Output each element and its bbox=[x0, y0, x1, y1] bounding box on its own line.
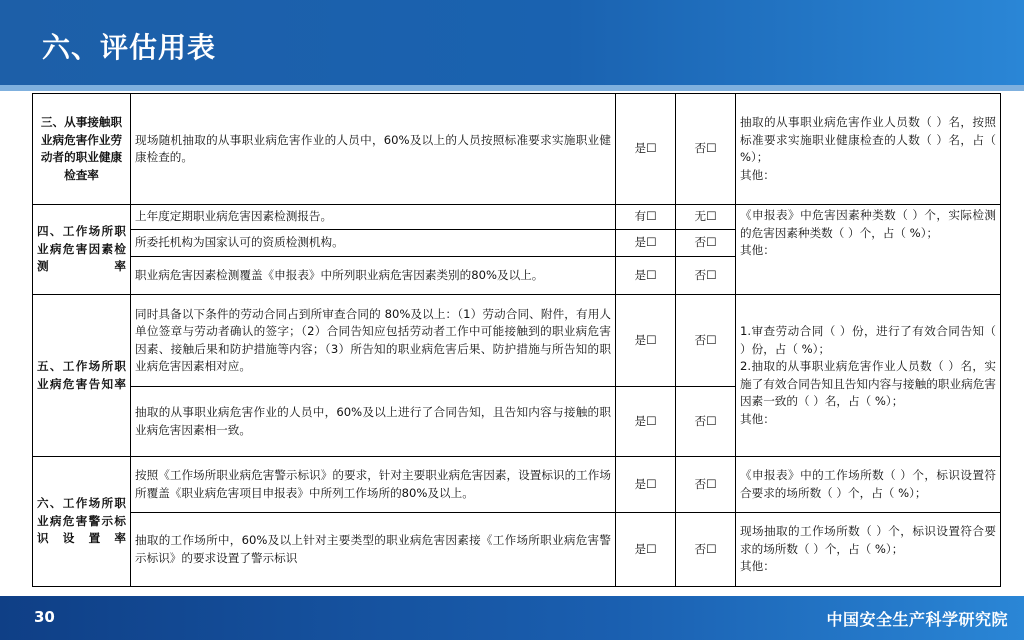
footer-bar bbox=[0, 596, 1024, 640]
no-checkbox[interactable]: 否☐ bbox=[676, 513, 736, 587]
table-row bbox=[33, 205, 1001, 230]
requirement-cell: 抽取的从事职业病危害作业的人员中，60%及以上进行了合同告知，且告知内容与接触的职业病危害因素相一致。 bbox=[131, 387, 616, 457]
category-cell: 四、工作场所职业病危害因素检测率 bbox=[33, 205, 131, 295]
note-cell: 1.审查劳动合同（ ）份，进行了有效合同告知（ ）份，占（ %）； 2.抽取的从事职业病危害作业人员数（ ）名，实施了有效合同告知且告知内容与接触的职业病危害因素一致的（ ）名，占（ %）； 其他： bbox=[736, 295, 1001, 457]
yes-checkbox[interactable]: 是☐ bbox=[616, 257, 676, 295]
requirement-cell: 同时具备以下条件的劳动合同占到所审查合同的 80%及以上：（1）劳动合同、附件，有用人单位签章与劳动者确认的签字；（2）合同告知应包括劳动者工作中可能接触到的职业病危害因素、接触后果和防护措施等内容；（3）所告知的职业病危害后果、防护措施与所告知的职业病危害因素相对应。 bbox=[131, 295, 616, 387]
yes-checkbox[interactable]: 有☐ bbox=[616, 205, 676, 230]
yes-checkbox[interactable]: 是☐ bbox=[616, 230, 676, 257]
no-checkbox[interactable]: 否☐ bbox=[676, 94, 736, 205]
table-row bbox=[33, 513, 1001, 587]
requirement-cell: 现场随机抽取的从事职业病危害作业的人员中，60%及以上的人员按照标准要求实施职业健康检查的。 bbox=[131, 94, 616, 205]
note-cell: 抽取的从事职业病危害作业人员数（ ）名，按照标准要求实施职业健康检查的人数（ ）名，占（ %）； 其他： bbox=[736, 94, 1001, 205]
note-cell: 《申报表》中的工作场所数（ ）个，标识设置符合要求的场所数（ ）个，占（ %）； bbox=[736, 457, 1001, 513]
note-cell: 《申报表》中危害因素种类数（ ）个，实际检测的危害因素种类数（ ）个，占（ %）； 其他： bbox=[736, 205, 1001, 295]
yes-checkbox[interactable]: 是☐ bbox=[616, 457, 676, 513]
evaluation-table bbox=[32, 93, 1001, 587]
requirement-cell: 所委托机构为国家认可的资质检测机构。 bbox=[131, 230, 616, 257]
no-checkbox[interactable]: 否☐ bbox=[676, 257, 736, 295]
page-number: 30 bbox=[34, 608, 55, 626]
no-checkbox[interactable]: 否☐ bbox=[676, 457, 736, 513]
requirement-cell: 按照《工作场所职业病危害警示标识》的要求，针对主要职业病危害因素，设置标识的工作场所覆盖《职业病危害项目申报表》中所列工作场所的80%及以上。 bbox=[131, 457, 616, 513]
yes-checkbox[interactable]: 是☐ bbox=[616, 295, 676, 387]
requirement-cell: 抽取的工作场所中，60%及以上针对主要类型的职业病危害因素接《工作场所职业病危害警示标识》的要求设置了警示标识 bbox=[131, 513, 616, 587]
table-row bbox=[33, 457, 1001, 513]
yes-checkbox[interactable]: 是☐ bbox=[616, 94, 676, 205]
yes-checkbox[interactable]: 是☐ bbox=[616, 387, 676, 457]
requirement-cell: 职业病危害因素检测覆盖《申报表》中所列职业病危害因素类别的80%及以上。 bbox=[131, 257, 616, 295]
table-row bbox=[33, 295, 1001, 387]
category-cell: 六、工作场所职业病危害警示标识设置率 bbox=[33, 457, 131, 587]
page-title: 六、评估用表 bbox=[42, 31, 217, 64]
yes-checkbox[interactable]: 是☐ bbox=[616, 513, 676, 587]
category-cell: 三、从事接触职业病危害作业劳动者的职业健康检查率 bbox=[33, 94, 131, 205]
category-cell: 五、工作场所职业病危害告知率 bbox=[33, 295, 131, 457]
no-checkbox[interactable]: 否☐ bbox=[676, 295, 736, 387]
no-checkbox[interactable]: 否☐ bbox=[676, 230, 736, 257]
title-bar bbox=[0, 0, 1024, 85]
note-cell: 现场抽取的工作场所数（ ）个，标识设置符合要求的场所数（ ）个，占（ %）； 其他： bbox=[736, 513, 1001, 587]
table-row bbox=[33, 94, 1001, 205]
title-rule bbox=[0, 85, 1024, 91]
no-checkbox[interactable]: 无☐ bbox=[676, 205, 736, 230]
requirement-cell: 上年度定期职业病危害因素检测报告。 bbox=[131, 205, 616, 230]
no-checkbox[interactable]: 否☐ bbox=[676, 387, 736, 457]
organization-name: 中国安全生产科学研究院 bbox=[826, 610, 1008, 629]
